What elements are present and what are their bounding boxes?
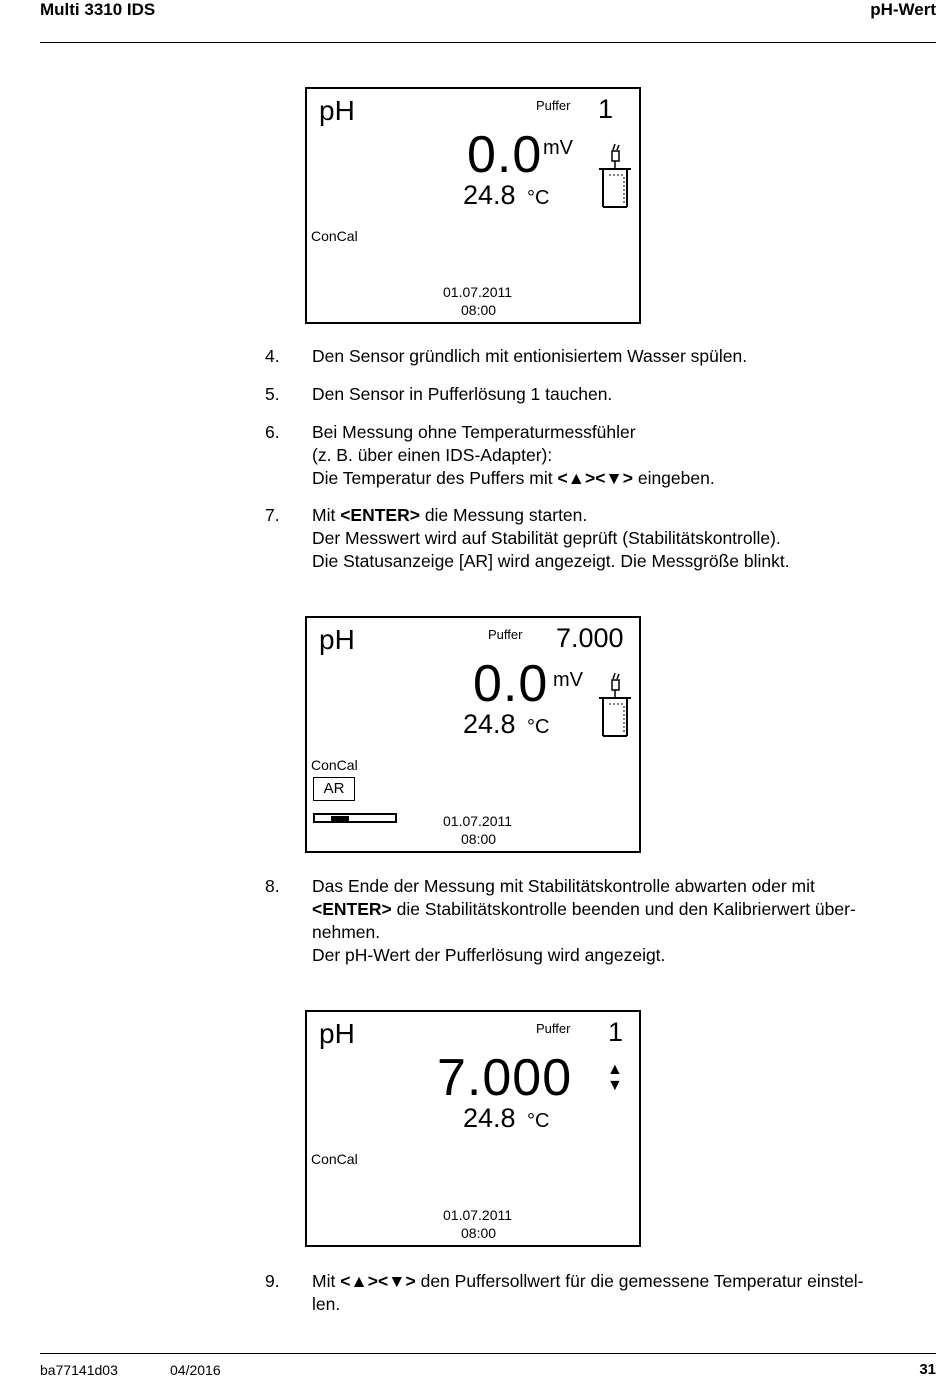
temperature-value: 24.8 xyxy=(463,1103,516,1133)
buffer-label: Puffer xyxy=(536,1021,571,1036)
step-text: Den Sensor in Pufferlösung 1 tauchen. xyxy=(312,384,613,404)
time-display: 08:00 xyxy=(461,1225,497,1241)
header-rule xyxy=(40,42,936,43)
step-number: 8. xyxy=(265,876,280,896)
main-value: 0.0 xyxy=(473,655,549,713)
main-unit: mV xyxy=(553,669,583,691)
stability-progress-bar xyxy=(313,813,397,823)
buffer-value: 7.000 xyxy=(556,623,624,653)
step-text xyxy=(312,1270,942,1316)
temperature-value: 24.8 xyxy=(463,709,516,739)
meter-display-3 xyxy=(305,1010,641,1247)
key-arrows: <▲><▼> xyxy=(557,468,633,488)
step-text-part: den Puffersollwert für die gemessene Temperatur einstel- xyxy=(415,1271,864,1291)
meter-display-2 xyxy=(305,616,641,853)
step-number: 4. xyxy=(265,346,280,366)
status-ar-box: AR xyxy=(313,777,355,801)
date-display: 01.07.2011 xyxy=(443,1207,513,1223)
calibration-mode-label: ConCal xyxy=(311,1151,358,1167)
step-text xyxy=(312,504,942,573)
time-display: 08:00 xyxy=(461,831,497,847)
up-down-arrows-icon: ▲ ▼ xyxy=(607,1061,623,1094)
page-number: 31 xyxy=(919,1361,936,1378)
buffer-value: 1 xyxy=(608,1017,624,1047)
step-line: len. xyxy=(312,1294,341,1314)
step-line: Der Messwert wird auf Stabilität geprüft (Stabilitätskontrolle). xyxy=(312,528,781,548)
step-text-part: Die Temperatur des Puffers mit xyxy=(312,468,558,488)
temperature-unit: °C xyxy=(527,716,550,738)
step-number: 7. xyxy=(265,505,280,525)
buffer-label: Puffer xyxy=(488,627,523,642)
step-line xyxy=(312,1270,942,1293)
step-text-part: Mit xyxy=(312,505,341,525)
calibration-mode-label: ConCal xyxy=(311,757,358,773)
date-display: 01.07.2011 xyxy=(443,813,513,829)
date-display: 01.07.2011 xyxy=(443,284,513,300)
display-mode: pH xyxy=(319,95,355,126)
beaker-sensor-icon xyxy=(597,670,633,740)
step-text-part: Mit xyxy=(312,1271,341,1291)
key-enter: <ENTER> xyxy=(312,899,392,919)
buffer-label: Puffer xyxy=(536,98,571,113)
temperature-unit: °C xyxy=(527,187,550,209)
buffer-value: 1 xyxy=(598,94,614,124)
step-number: 9. xyxy=(265,1271,280,1291)
step-number: 5. xyxy=(265,384,280,404)
stability-progress-fill xyxy=(331,816,349,821)
step-text xyxy=(312,875,942,967)
step-text-part: eingeben. xyxy=(632,468,715,488)
step-line: nehmen. xyxy=(312,922,381,942)
main-value: 0.0 xyxy=(467,126,543,184)
page-header-right: pH-Wert xyxy=(870,0,936,19)
page-header-left: Multi 3310 IDS xyxy=(40,0,156,19)
footer-rule xyxy=(40,1353,936,1354)
display-mode: pH xyxy=(319,624,355,655)
step-text-part: die Stabilitätskontrolle beenden und den Kalibrierwert über- xyxy=(391,899,856,919)
temperature-value: 24.8 xyxy=(463,180,516,210)
key-enter: <ENTER> xyxy=(340,505,420,525)
step-line xyxy=(312,504,942,527)
meter-display-1 xyxy=(305,87,641,324)
time-display: 08:00 xyxy=(461,302,497,318)
step-line: Das Ende der Messung mit Stabilitätskontrolle abwarten oder mit xyxy=(312,876,815,896)
beaker-sensor-icon xyxy=(597,141,633,211)
step-line xyxy=(312,898,942,921)
footer-doc-id: ba77141d03 xyxy=(40,1362,118,1378)
temperature-unit: °C xyxy=(527,1110,550,1132)
step-line: (z. B. über einen IDS-Adapter): xyxy=(312,445,553,465)
display-mode: pH xyxy=(319,1018,355,1049)
step-line: Die Statusanzeige [AR] wird angezeigt. Die Messgröße blinkt. xyxy=(312,551,790,571)
key-arrows: <▲><▼> xyxy=(340,1271,416,1291)
calibration-mode-label: ConCal xyxy=(311,228,358,244)
step-text: Den Sensor gründlich mit entionisiertem Wasser spülen. xyxy=(312,346,748,366)
step-text xyxy=(312,421,942,490)
step-number: 6. xyxy=(265,422,280,442)
step-line: Der pH-Wert der Pufferlösung wird angezeigt. xyxy=(312,945,666,965)
footer-date: 04/2016 xyxy=(170,1362,221,1378)
step-line: Bei Messung ohne Temperaturmessfühler xyxy=(312,422,636,442)
main-unit: mV xyxy=(543,137,573,159)
step-text-part: die Messung starten. xyxy=(419,505,588,525)
main-value: 7.000 xyxy=(437,1049,573,1107)
step-line xyxy=(312,467,942,490)
